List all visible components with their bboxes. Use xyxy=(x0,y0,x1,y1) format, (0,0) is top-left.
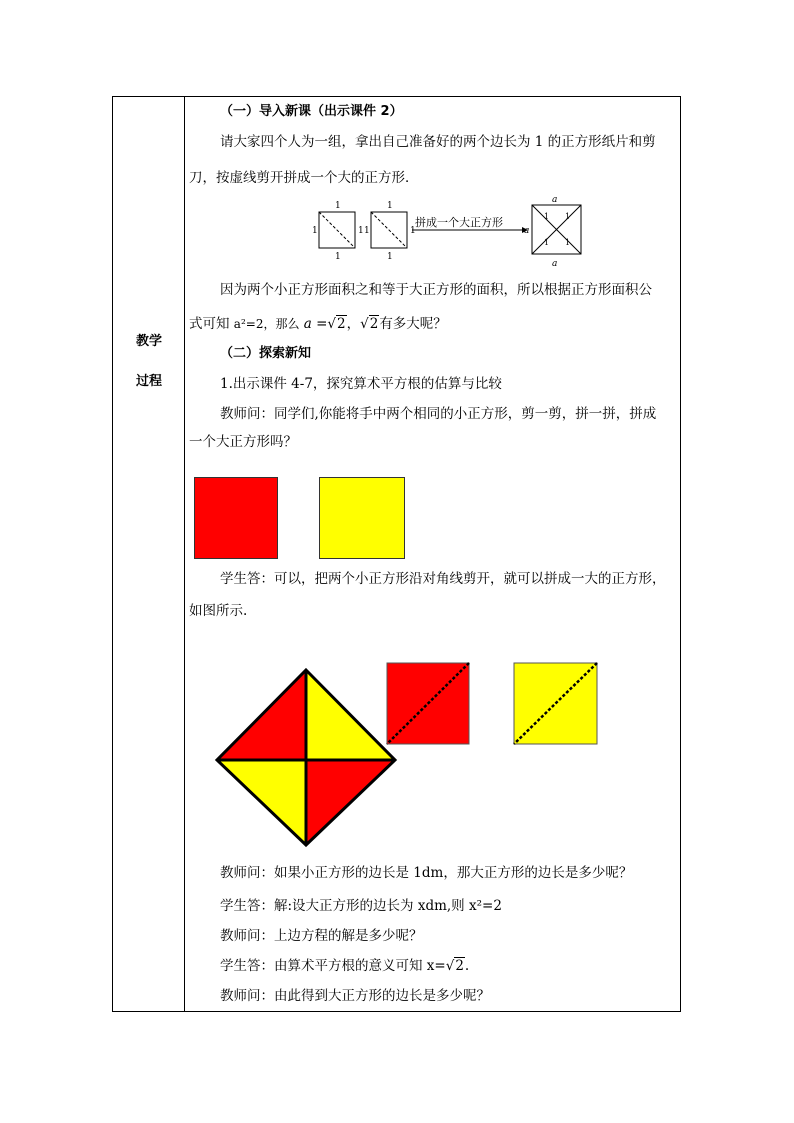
cut-line-1 xyxy=(319,212,355,248)
diamond-figure xyxy=(210,660,610,850)
big-label-top: a xyxy=(552,195,558,205)
red-square xyxy=(194,477,278,559)
student-a3-prefix: 学生答：由算术平方根的意义可知 x= xyxy=(220,958,446,974)
teacher-q2: 教师问：如果小正方形的边长是 1dm，那大正方形的边长是多少呢？ xyxy=(220,865,633,881)
sqrt-2-c: √2 xyxy=(445,958,464,974)
para2-a: a = xyxy=(303,316,328,332)
big-label-bottom: a xyxy=(552,259,558,269)
label-1-left-a: 1 xyxy=(312,226,318,236)
arrow-text: 拼成一个大正方形 xyxy=(415,216,503,229)
para2-equation: a²=2，那么 xyxy=(233,317,300,331)
teacher-q1-line2: 一个大正方形吗？ xyxy=(189,434,297,450)
student-a3-end: . xyxy=(464,958,470,974)
section1-para1-line1: 请大家四个人为一组，拿出自己准备好的两个边长为 1 的正方形纸片和剪 xyxy=(220,134,656,150)
teacher-q3: 教师问：上边方程的解是多少呢？ xyxy=(220,928,423,944)
cut-line-2 xyxy=(371,212,407,248)
sqrt-2-a: √2 xyxy=(327,316,346,332)
cut-squares-figure xyxy=(300,193,590,271)
left-label-line1: 教学 xyxy=(135,334,162,349)
student-a1-line2: 如图所示. xyxy=(189,603,248,619)
inner-label-2: 1 xyxy=(565,212,571,221)
yellow-square xyxy=(319,477,405,559)
label-1-bottom-b: 1 xyxy=(387,252,393,262)
section1-heading: （一）导入新课（出示课件 2） xyxy=(220,104,403,119)
student-a3 xyxy=(220,957,469,975)
left-label-line2: 过程 xyxy=(135,374,162,389)
label-1-top-b: 1 xyxy=(387,201,393,211)
para2-prefix: 式可知 xyxy=(189,316,230,332)
para2-end: 有多大呢？ xyxy=(379,316,447,332)
left-column xyxy=(113,97,185,1011)
student-a1-line1: 学生答：可以，把两个小正方形沿对角线剪开，就可以拼成一大的正方形， xyxy=(220,571,666,587)
teacher-q4: 教师问：由此得到大正方形的边长是多少呢？ xyxy=(220,988,490,1004)
label-1-bottom-a: 1 xyxy=(335,252,341,262)
inner-label-4: 1 xyxy=(565,238,571,247)
para2-sep: ， xyxy=(346,316,361,332)
label-1-right-a: 1 xyxy=(358,226,364,236)
section1-para2-line1: 因为两个小正方形面积之和等于大正方形的面积，所以根据正方形面积公 xyxy=(220,282,652,298)
inner-label-1: 1 xyxy=(544,212,550,221)
section2-heading: （二）探索新知 xyxy=(220,346,312,361)
section1-para2-line2 xyxy=(189,315,447,333)
student-a2: 学生答：解:设大正方形的边长为 xdm,则 x²=2 xyxy=(220,898,502,914)
sqrt-2-b: √2 xyxy=(360,316,379,332)
label-1-left-b: 1 xyxy=(364,226,370,236)
label-1-top-a: 1 xyxy=(335,201,341,211)
section2-item1: 1.出示课件 4-7，探究算术平方根的估算与比较 xyxy=(220,376,502,392)
inner-label-3: 1 xyxy=(544,238,550,247)
big-label-left: a xyxy=(524,226,530,236)
section1-para1-line2: 刀，按虚线剪开拼成一个大的正方形． xyxy=(189,170,419,186)
label-1-right-b: 1 xyxy=(410,226,416,236)
teacher-q1-line1: 教师问：同学们,你能将手中两个相同的小正方形，剪一剪，拼一拼，拼成 xyxy=(220,406,657,422)
